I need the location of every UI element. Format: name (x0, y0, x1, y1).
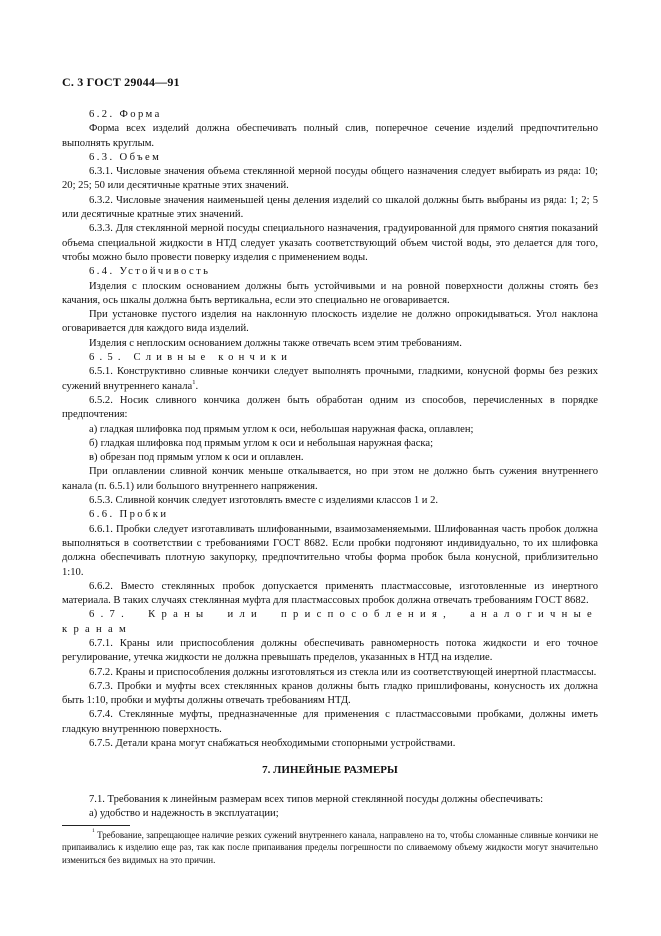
paragraph (62, 265, 598, 279)
paragraph-text: 6.2. Форма (89, 109, 162, 120)
paragraph (62, 737, 598, 751)
paragraph (62, 308, 598, 337)
paragraph (62, 394, 598, 423)
paragraph-text: Изделия с плоским основанием должны быть устойчивыми и на ровной поверхности должны стоять без качания, ось шкалы должна быть вертикальна, если это специально не оговаривается. (62, 280, 598, 306)
paragraph-text: 7.1. Требования к линейным размерам всех типов мерной стеклянной посуды должны обеспечивать: (89, 793, 544, 805)
paragraph-text: При оплавлении сливной кончик меньше откалывается, но при этом не должно быть сужения внутреннего канала (п. 6.5.1) или большого внутреннего напряжения. (62, 466, 598, 492)
paragraph-text: 6.6.1. Пробки следует изготавливать шлифованными, взаимозаменяемыми. Шлифованная часть пробок должна выполняться в соответствии с требованиями ГОСТ 8682. Если пробки подгоняют индивидуально, то их шлифовка должна обеспечивать плотную закупорку, предпочтительно чтобы форма пробок была конусной, приблизительно 1:10. (62, 523, 598, 578)
paragraph-text: б) гладкая шлифовка под прямым углом к оси и небольшая наружная фаска; (89, 437, 434, 449)
paragraph-text: 6.3.1. Числовые значения объема стеклянной мерной посуды общего назначения следует выбирать из ряда: 10; 20; 25; 50 или десятичные кратные этих значений. (62, 166, 598, 192)
paragraph (62, 151, 598, 165)
paragraph (62, 708, 598, 737)
paragraph-text: 6.4. Устойчивость (89, 266, 211, 278)
paragraph (62, 280, 598, 309)
footnote-ref: 1 (192, 378, 196, 386)
section-title: 7. ЛИНЕЙНЫЕ РАЗМЕРЫ (262, 764, 398, 777)
paragraph (62, 194, 598, 223)
paragraph (62, 451, 598, 465)
paragraph-text: 6.5.3. Сливной кончик следует изготовлять вместе с изделиями классов 1 и 2. (89, 495, 439, 507)
paragraph (62, 608, 598, 637)
paragraph (62, 365, 598, 394)
paragraph-text: Изделия с неплоским основанием должны также отвечать всем этим требованиям. (89, 337, 462, 349)
footnote (62, 829, 598, 866)
paragraph-text: Форма всех изделий должна обеспечивать полный слив, поперечное сечение изделий предпочтительно выполнять круглым. (62, 123, 598, 149)
paragraph-text: При установке пустого изделия на наклонную плоскость изделие не должно опрокидываться. Угол наклона оговаривается для каждого вида изделий. (62, 309, 598, 335)
paragraph-text: а) гладкая шлифовка под прямым углом к оси, небольшая наружная фаска, оплавлен; (89, 423, 474, 435)
paragraph-text: 6.7.3. Пробки и муфты всех стеклянных кранов должны быть гладко пришлифованы, конусность их должна быть 1:10, пробки и муфты должны отвечать требованиям НТД. (62, 680, 598, 707)
paragraph (62, 807, 598, 821)
paragraph-text: а) удобство и надежность в эксплуатации; (89, 807, 279, 819)
paragraph (62, 222, 598, 265)
paragraph (62, 465, 598, 494)
page-header: С. 3 ГОСТ 29044—91 (62, 75, 180, 89)
paragraph (62, 637, 598, 666)
footnote-rule (62, 825, 130, 826)
paragraph (62, 337, 598, 351)
paragraph-text: 6.3.3. Для стеклянной мерной посуды специального назначения, градуированной для прямого снятия показаний объема специальной жидкости в НТД следует указать соответствующий объем чистой воды, это делается для того, чтобы можно было провести поверку изделия с применением воды. (62, 223, 598, 263)
paragraph (62, 508, 598, 522)
paragraph-text: 6.5.1. Конструктивно сливные кончики следует выполнять прочными, гладкими, конусной формы без резких сужений внутреннего канала (62, 366, 598, 392)
paragraphs-section-6 (62, 108, 598, 751)
paragraph-tail: . (195, 380, 199, 392)
paragraphs-section-7 (62, 793, 598, 822)
paragraph-text: 6.3.2. Числовые значения наименьшей цены деления изделий со шкалой должны быть выбраны из ряда: 1; 2; 5 или десятичные кратные этих значений. (62, 194, 598, 221)
paragraph (62, 423, 598, 437)
footnote-mark: 1 (92, 828, 95, 835)
paragraph (62, 437, 598, 451)
paragraph (62, 666, 598, 680)
paragraph (62, 351, 598, 365)
paragraph-text: 6.7.4. Стеклянные муфты, предназначенные для применения с пластмассовыми пробками, должны иметь гладкую внутреннюю поверхность. (62, 709, 598, 735)
paragraph (62, 580, 598, 609)
paragraph (62, 793, 598, 807)
paragraph-text: 6.5. Сливные кончики (89, 352, 293, 364)
paragraph (62, 108, 598, 122)
paragraph-text: 6.6.2. Вместо стеклянных пробок допускается применять пластмассовые, изготовленные из инертного материала. В таких случаях стеклянная муфта для пластмассовых пробок должна отвечать требованиям ГОСТ 8682. (62, 580, 598, 607)
paragraph-text: 6.7.2. Краны и приспособления должны изготовляться из стекла или из соответствующей инертной пластмассы. (89, 666, 597, 678)
document-body (62, 108, 598, 866)
paragraph-text: 6.7.5. Детали крана могут снабжаться необходимыми стопорными устройствами. (89, 738, 456, 750)
paragraph-text: 6.3. Объем (89, 151, 162, 163)
paragraph-text: 6.7.1. Краны или приспособления должны обеспечивать равномерность потока жидкости и его точное регулирование, утечка жидкости не должна превышать пределов, указанных в НТД на изделие. (62, 637, 598, 664)
footnote-text: Требование, запрещающее наличие резких сужений внутреннего канала, направлено на то, чтобы сломанные сливные кончики не припаивались к изделию еще раз, так как после припаивания пределы погрешности по сливаемому объему жидкости могут значительно измениться без видимых на это причин. (62, 830, 598, 865)
paragraph-text: 6.7. Краны или приспособления, аналогичные кранам (62, 609, 598, 635)
paragraph-text: в) обрезан под прямым углом к оси и оплавлен. (89, 452, 304, 464)
paragraph (62, 680, 598, 709)
paragraph-text: 6.5.2. Носик сливного кончика должен быть обработан одним из способов, перечисленных в порядке предпочтения: (62, 394, 598, 421)
paragraph (62, 523, 598, 580)
paragraph (62, 122, 598, 151)
paragraph (62, 494, 598, 508)
paragraph-text: 6.6. Пробки (89, 509, 169, 521)
paragraph (62, 165, 598, 194)
